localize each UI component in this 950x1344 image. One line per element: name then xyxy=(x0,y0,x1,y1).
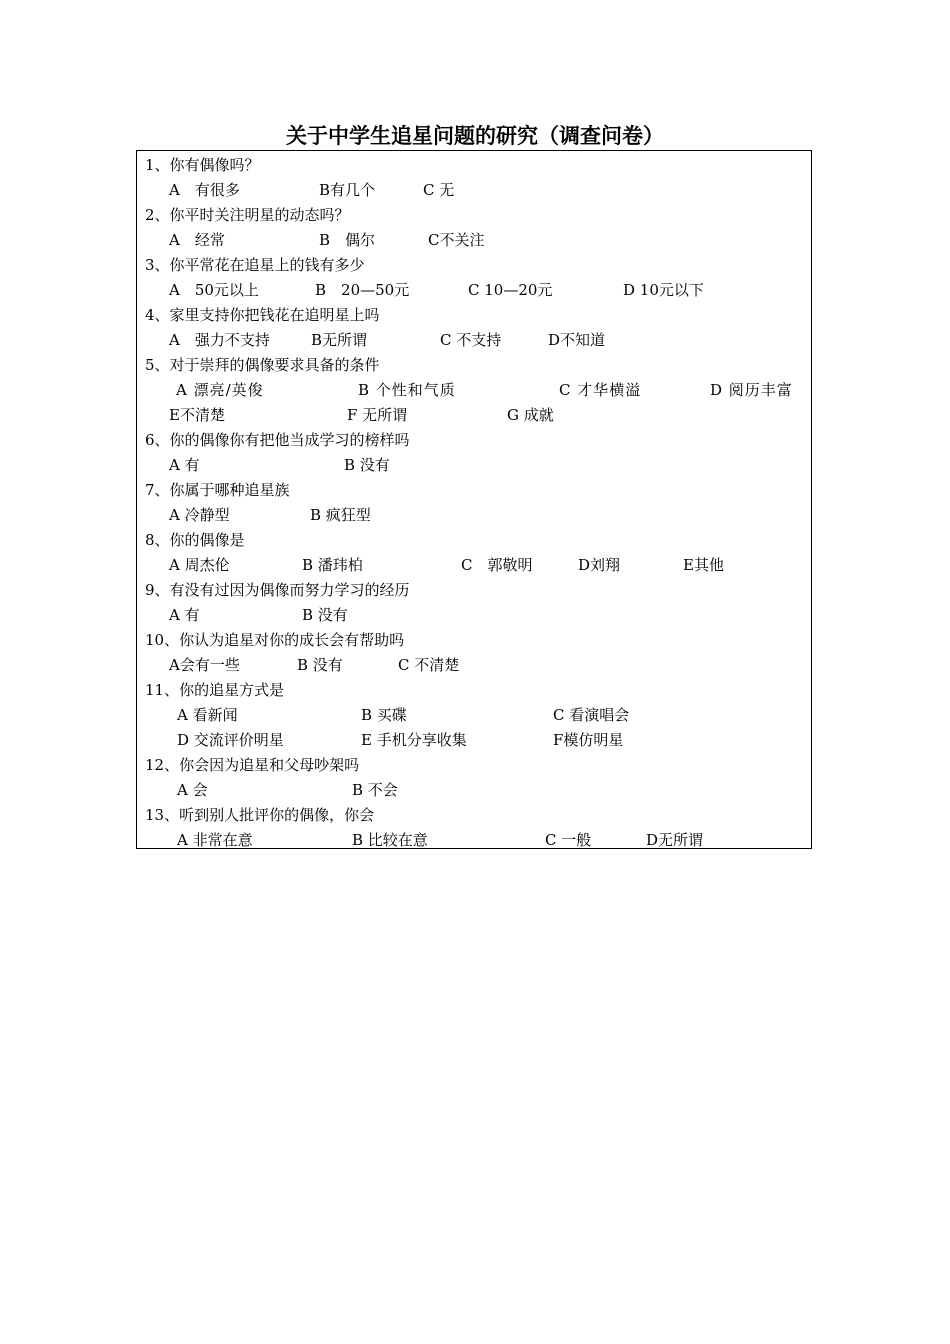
question-9: 9、有没有过因为偶像而努力学习的经历 xyxy=(145,581,410,599)
question-11: 11、你的追星方式是 xyxy=(145,681,285,699)
options-row xyxy=(137,728,813,753)
option-a: A 经常 xyxy=(169,231,225,249)
option-e: E其他 xyxy=(683,556,724,574)
option-c: C 不清楚 xyxy=(398,656,460,674)
option-b: B 没有 xyxy=(344,456,390,474)
page-title: 关于中学生追星问题的研究（调查问卷） xyxy=(286,124,664,148)
option-b: B 偶尔 xyxy=(319,231,376,249)
question-10: 10、你认为追星对你的成长会有帮助吗 xyxy=(145,631,405,649)
option-a: A 冷静型 xyxy=(169,506,230,524)
option-b: B 没有 xyxy=(297,656,343,674)
options-row xyxy=(137,553,813,578)
option-a: A 有 xyxy=(169,456,200,474)
question-13: 13、听到别人批评你的偶像，你会 xyxy=(145,806,375,824)
options-row xyxy=(137,178,813,203)
options-row xyxy=(137,603,813,628)
option-a: A 有 xyxy=(169,606,200,624)
option-a: A 看新闻 xyxy=(177,706,238,724)
options-row xyxy=(137,403,813,428)
option-c: C 无 xyxy=(423,181,455,199)
options-row xyxy=(137,453,813,478)
option-a: A 周杰伦 xyxy=(169,556,230,574)
option-c: C 才华横溢 xyxy=(559,381,642,399)
option-d: D刘翔 xyxy=(578,556,621,574)
option-b: B有几个 xyxy=(319,181,376,199)
option-b: B 没有 xyxy=(302,606,348,624)
options-row xyxy=(137,278,813,303)
question-7: 7、你属于哪种追星族 xyxy=(145,481,290,499)
option-f: F 无所谓 xyxy=(347,406,408,424)
question-2: 2、你平时关注明星的动态吗？ xyxy=(145,206,350,224)
option-b: B无所谓 xyxy=(311,331,368,349)
option-b: B 潘玮柏 xyxy=(302,556,363,574)
options-row xyxy=(137,228,813,253)
option-f: F模仿明星 xyxy=(553,731,624,749)
option-a: A 非常在意 xyxy=(177,831,253,849)
option-a: A 50元以上 xyxy=(169,281,259,299)
option-a: A 强力不支持 xyxy=(169,331,270,349)
option-d: D 交流评价明星 xyxy=(177,731,284,749)
option-b: B 买碟 xyxy=(361,706,407,724)
question-4: 4、家里支持你把钱花在追明星上吗 xyxy=(145,306,380,324)
option-c: C 看演唱会 xyxy=(553,706,630,724)
options-row xyxy=(137,653,813,678)
question-5: 5、对于崇拜的偶像要求具备的条件 xyxy=(145,356,380,374)
option-c: C 一般 xyxy=(545,831,592,849)
option-b: B 疯狂型 xyxy=(310,506,371,524)
options-row xyxy=(137,378,813,403)
option-b: B 不会 xyxy=(352,781,398,799)
option-a: A 漂亮/英俊 xyxy=(176,381,264,399)
options-row xyxy=(137,778,813,803)
question-8: 8、你的偶像是 xyxy=(145,531,245,549)
question-1: 1、你有偶像吗？ xyxy=(145,156,260,174)
question-3: 3、你平常花在追星上的钱有多少 xyxy=(145,256,365,274)
question-12: 12、你会因为追星和父母吵架吗 xyxy=(145,756,360,774)
option-c: C 不支持 xyxy=(440,331,502,349)
option-c: C不关注 xyxy=(428,231,485,249)
option-e: E不清楚 xyxy=(169,406,225,424)
questionnaire-box xyxy=(136,150,812,849)
option-a: A 有很多 xyxy=(169,181,240,199)
option-a: A会有一些 xyxy=(169,656,240,674)
options-row xyxy=(137,503,813,528)
option-g: G 成就 xyxy=(507,406,554,424)
option-d: D 阅历丰富 xyxy=(710,381,793,399)
options-row xyxy=(137,703,813,728)
question-6: 6、你的偶像你有把他当成学习的榜样吗 xyxy=(145,431,410,449)
option-a: A 会 xyxy=(177,781,208,799)
option-e: E 手机分享收集 xyxy=(361,731,467,749)
option-c: C 10—20元 xyxy=(468,281,553,299)
option-d: D 10元以下 xyxy=(623,281,704,299)
option-b: B 比较在意 xyxy=(352,831,428,849)
options-row xyxy=(137,328,813,353)
option-c: C 郭敬明 xyxy=(461,556,533,574)
option-b: B 个性和气质 xyxy=(358,381,456,399)
option-b: B 20—50元 xyxy=(315,281,410,299)
option-d: D不知道 xyxy=(548,331,606,349)
options-row xyxy=(137,828,813,853)
option-d: D无所谓 xyxy=(646,831,704,849)
